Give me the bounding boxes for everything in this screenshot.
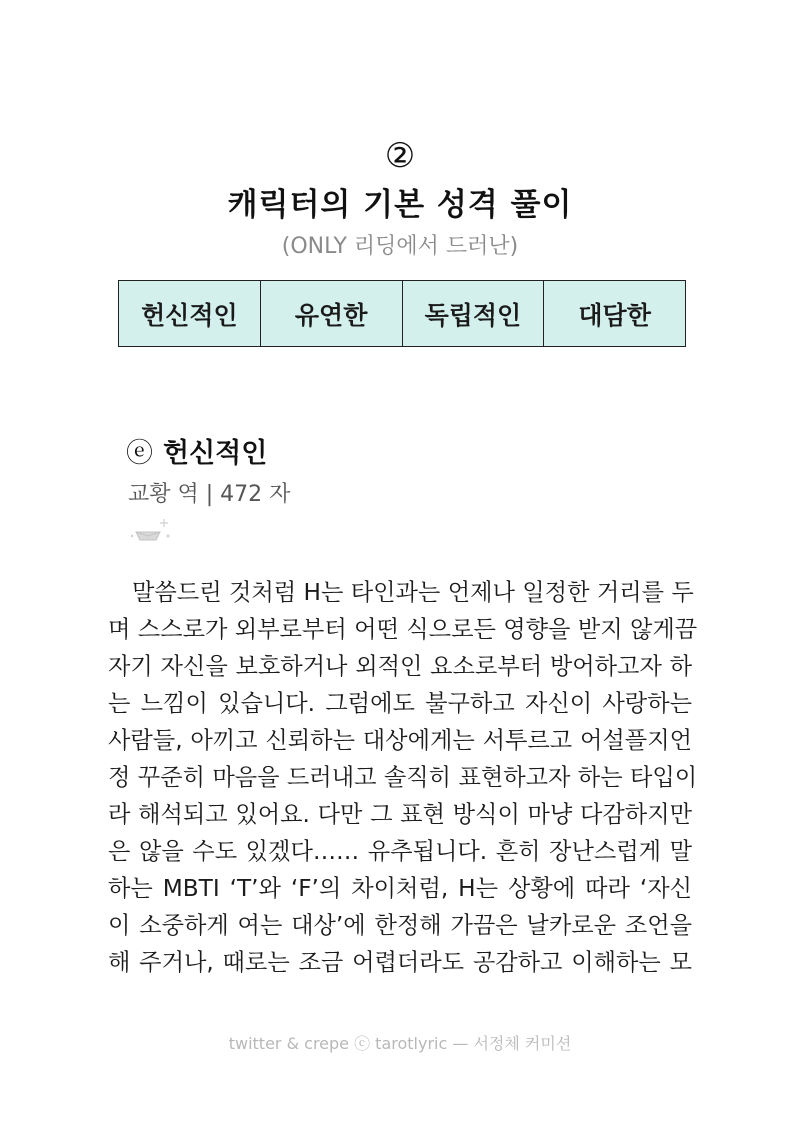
tab-flexible[interactable]: 유연한 xyxy=(261,281,403,346)
section-marker: ⓔ xyxy=(126,438,153,469)
section-number: ② xyxy=(384,136,416,176)
body-line: 자기 자신을 보호하거나 외적인 요소로부터 방어하고자 하 xyxy=(108,653,692,680)
body-line: 이 소중하게 여는 대상’에 한정해 가끔은 날카로운 조언을 xyxy=(108,912,692,939)
section-meta: 교황 역 | 472 자 xyxy=(128,482,291,507)
envelope-sparkle-icon xyxy=(128,516,174,546)
body-paragraph xyxy=(108,574,698,981)
body-line: 사람들, 아끼고 신뢰하는 대상에게는 서투르고 어설플지언 xyxy=(108,727,692,754)
trait-tabs xyxy=(118,280,686,347)
body-line: 말씀드린 것처럼 H는 타인과는 언제나 일정한 거리를 두 xyxy=(132,579,694,606)
tab-devoted[interactable]: 헌신적인 xyxy=(119,281,261,346)
tab-bold[interactable]: 대담한 xyxy=(578,300,651,330)
body-line: 하는 MBTI ‘T’와 ‘F’의 차이처럼, H는 상황에 따라 ‘자신 xyxy=(108,875,692,902)
section-title: 헌신적인 xyxy=(163,438,268,469)
body-line: 은 않을 수도 있겠다…… 유추됩니다. 흔히 장난스럽게 말 xyxy=(108,838,692,865)
section-heading xyxy=(126,434,267,474)
page-title: 캐릭터의 기본 성격 풀이 xyxy=(227,187,573,223)
body-line: 는 느낌이 있습니다. 그럼에도 불구하고 자신이 사랑하는 xyxy=(108,690,692,717)
tab-independent[interactable]: 독립적인 xyxy=(403,281,545,346)
body-line: 라 해석되고 있어요. 다만 그 표현 방식이 마냥 다감하지만 xyxy=(108,801,692,828)
footer-credit: twitter & crepe ⓒ tarotlyric — 서정체 커미션 xyxy=(228,1034,572,1053)
page-subtitle: (ONLY 리딩에서 드러난) xyxy=(281,234,519,259)
body-line: 정 꾸준히 마음을 드러내고 솔직히 표현하고자 하는 타입이 xyxy=(108,764,698,791)
body-line: 며 스스로가 외부로부터 어떤 식으로든 영향을 받지 않게끔 xyxy=(108,616,698,643)
body-line: 해 주거나, 때로는 조금 어렵더라도 공감하고 이해하는 모 xyxy=(108,949,692,976)
